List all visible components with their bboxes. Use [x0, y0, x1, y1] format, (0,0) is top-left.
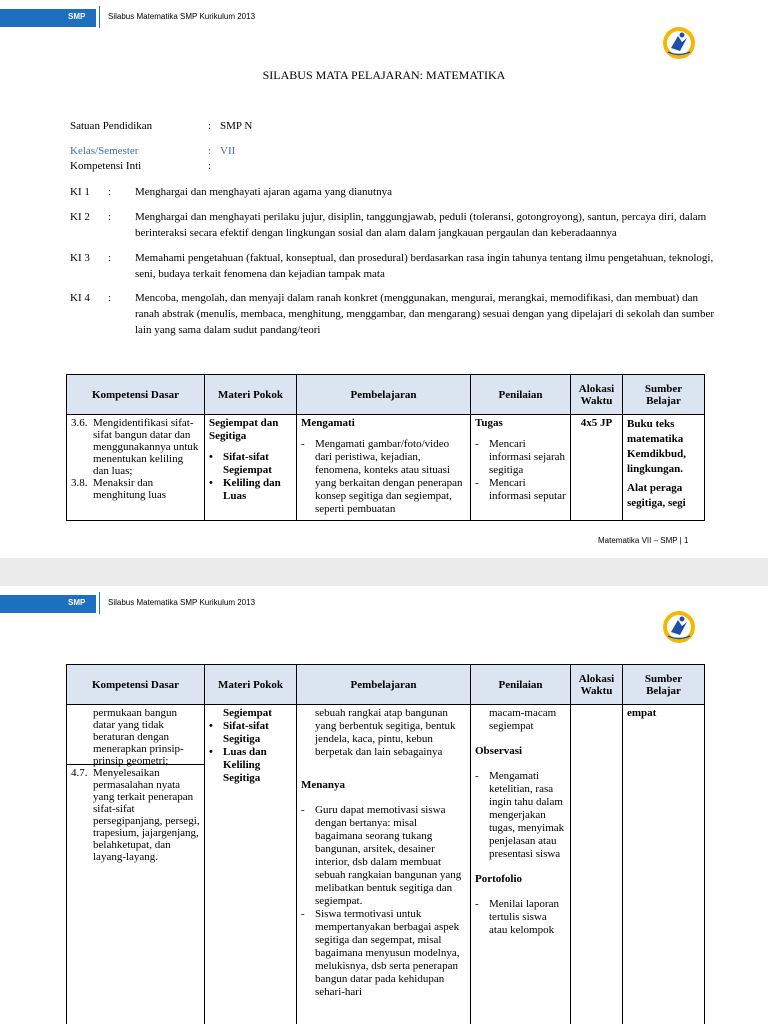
cell-penilaian: macam-macam segiempat Observasi - Mengamati ketelitian, rasa ingin tahu dalam mengerjakan tugas, menyimak penjelasan atau presentasi siswa Portofolio - Menilai laporan tertulis siswa atau kelompok — [471, 705, 571, 1024]
header-kompetensi-dasar: Kompetensi Dasar — [67, 665, 205, 705]
page-2 — [0, 586, 768, 1024]
cell-materi-pokok: Segiempat dan Segitiga • Sifat-sifat Segiempat • Keliling dan Luas — [205, 415, 297, 521]
cell-alokasi-waktu — [571, 705, 623, 1024]
cell-alokasi-waktu: 4x5 JP — [571, 415, 623, 521]
cell-pembelajaran: sebuah rangkai atap bangunan yang berbentuk segitiga, bentuk jendela, kaca, pintu, kebun berpetak dan lain sebagainya Menanya - Guru dapat memotivasi siswa dengan bertanya: misal bagaimana seorang tukang bangunan, arsitek, desainer interior, dsb dalam membuat sebuah rangkaian bangunan yang melibatkan bentuk segitiga dan segiempat. - Siswa termotivasi untuk mempertanyakan berbagai aspek segitiga dan segempat, misal bagaimana menyusun modelnya, melukisnya, dsb serta penerapan bangun datar pada kehidupan sehari-hari — [297, 705, 471, 1024]
tut-wuri-logo-icon — [662, 26, 696, 60]
ki-text: Menghargai dan menghayati ajaran agama yang dianutnya — [135, 186, 392, 198]
header-divider — [99, 6, 100, 28]
tut-wuri-logo-icon — [662, 610, 696, 644]
header-alokasi-waktu: Alokasi Waktu — [571, 375, 623, 415]
header-kompetensi-dasar: Kompetensi Dasar — [67, 375, 205, 415]
table-row — [67, 705, 705, 1024]
page-header — [0, 586, 768, 626]
header-divider — [99, 592, 100, 614]
header-sumber-belajar: Sumber Belajar — [623, 375, 705, 415]
header-title: Silabus Matematika SMP Kurikulum 2013 — [108, 598, 256, 607]
header-pembelajaran: Pembelajaran — [297, 665, 471, 705]
identity-label: Satuan Pendidikan — [70, 120, 153, 132]
ki-text: Menghargai dan menghayati perilaku jujur, disiplin, tanggungjawab, peduli (toleransi, gotongroyong), santun, percaya diri, dalam berinteraksi secara efektif dengan lingkungan sosial dan alam dalam jangkauan pergaulan dan keberadaannya — [135, 211, 707, 239]
cell-sumber-belajar: Buku teks matematika Kemdikbud, lingkungan. Alat peraga segitiga, segi — [623, 415, 705, 521]
cell-sumber-belajar: empat — [623, 705, 705, 1024]
cell-kompetensi-dasar: permukaan bangun datar yang tidak beraturan dengan menerapkan prinsip-prinsip geometri; 4.7. Menyelesaikan permasalahan nyata yang terkait penerapan sifat-sifat persegipanjang, persegi, trapesium, jajargenjang, belahketupat, dan layang-layang. — [67, 705, 205, 1024]
table-row — [67, 415, 705, 521]
syllabus-table-continued — [66, 664, 705, 1024]
header-materi-pokok: Materi Pokok — [205, 375, 297, 415]
header-alokasi-waktu: Alokasi Waktu — [571, 665, 623, 705]
ki-text: Memahami pengetahuan (faktual, konseptual, dan prosedural) berdasarkan rasa ingin tahunya tentang ilmu pengetahuan, teknologi, seni, budaya terkait fenomena dan kejadian tampak mata — [135, 252, 714, 280]
cell-pembelajaran: Mengamati - Mengamati gambar/foto/video dari peristiwa, kejadian, fenomena, konteks atau situasi yang berkaitan dengan penerapan konsep segitiga dan segiempat, seperti pembuatan — [297, 415, 471, 521]
header-title: Silabus Matematika SMP Kurikulum 2013 — [108, 12, 256, 21]
cell-kompetensi-dasar: 3.6. Mengidentifikasi sifat-sifat bangun datar dan menggunakannya untuk menentukan keliling dan luas; 3.8. Menaksir dan menghitung luas — [67, 415, 205, 521]
header-badge: SMP — [68, 12, 86, 21]
page-footer: Matematika VII – SMP | 1 — [598, 536, 689, 545]
identity-label: Kompetensi Inti — [70, 160, 142, 172]
header-badge: SMP — [68, 598, 86, 607]
header-materi-pokok: Materi Pokok — [205, 665, 297, 705]
document-title: SILABUS MATA PELAJARAN: MATEMATIKA — [262, 68, 506, 82]
header-pembelajaran: Pembelajaran — [297, 375, 471, 415]
page-1: SMP Silabus Matematika SMP Kurikulum 2013 SILABUS MATA PELAJARAN: MATEMATIKA Satuan Pendidikan : SMP N Kelas/Semester : VII Kompetensi Inti : KI 1 : Menghargai dan menghayati ajaran agama yang dianutnya KI 2 : Menghargai dan menghayati perilaku jujur, disiplin, tanggungjawab, peduli (toleransi, gotongroyong), santun, percaya diri, dalam berinteraksi secara efektif dengan lingkungan sosial dan alam dalam jangkauan pergaulan dan keberadaannya KI 3 : Memahami pengetahuan (faktual, konseptual, dan prosedural) berdasarkan rasa ingin tahunya tentang ilmu pengetahuan, teknologi, seni, budaya terkait fenomena dan kejadian tampak mata KI 4 : Mencoba, mengolah, dan menyaji dalam ranah konkret (menggunakan, mengurai, merangkai, memodifikasi, dan membuat) dan ranah abstrak (menulis, membaca, menghitung, menggambar, dan mengarang) sesuai dengan yang dipelajari di sekolah dan sumber lain yang sama dalam sudut pandang/teori Kompetensi Dasar Materi Pokok Pembelajaran Penilaian Alokasi Waktu Sumber Belajar 3.6. Mengidentifikasi sifat-sifat bangun datar dan menggunakannya untuk menentukan keliling dan luas; 3.8. Menaksir dan menghitung luas Segiempat dan Segitiga • Sifat-sifat Segiempat • Keliling dan Luas Mengamati - Mengamati gambar/foto/video dari peristiwa, kejadian, fenomena, konteks atau situasi yang berkaitan dengan penerapan konsep segitiga dan segiempat, seperti pembuatan Tugas - Mencari informasi sejarah segitiga - Mencari informasi seputar 4x5 JP Buku teks matematika Kemdikbud, lingkungan. Alat peraga segitiga, segi Matematika VII – SMP | 1 — [0, 0, 768, 558]
page-header — [0, 0, 768, 40]
header-sumber-belajar: Sumber Belajar — [623, 665, 705, 705]
header-penilaian: Penilaian — [471, 665, 571, 705]
identity-value: SMP N — [220, 120, 253, 132]
identity-label: Kelas/Semester — [70, 145, 139, 157]
ki-text: Mencoba, mengolah, dan menyaji dalam ranah konkret (menggunakan, mengurai, merangkai, memodifikasi, dan membuat) dan ranah abstrak (menulis, membaca, menghitung, menggambar, dan mengarang) sesuai dengan yang dipelajari di sekolah dan sumber lain yang sama dalam sudut pandang/teori — [135, 292, 715, 336]
identity-value: VII — [220, 145, 236, 157]
syllabus-table — [66, 374, 705, 521]
header-penilaian: Penilaian — [471, 375, 571, 415]
cell-materi-pokok: Segiempat • Sifat-sifat Segitiga • Luas dan Keliling Segitiga — [205, 705, 297, 1024]
cell-penilaian: Tugas - Mencari informasi sejarah segitiga - Mencari informasi seputar — [471, 415, 571, 521]
